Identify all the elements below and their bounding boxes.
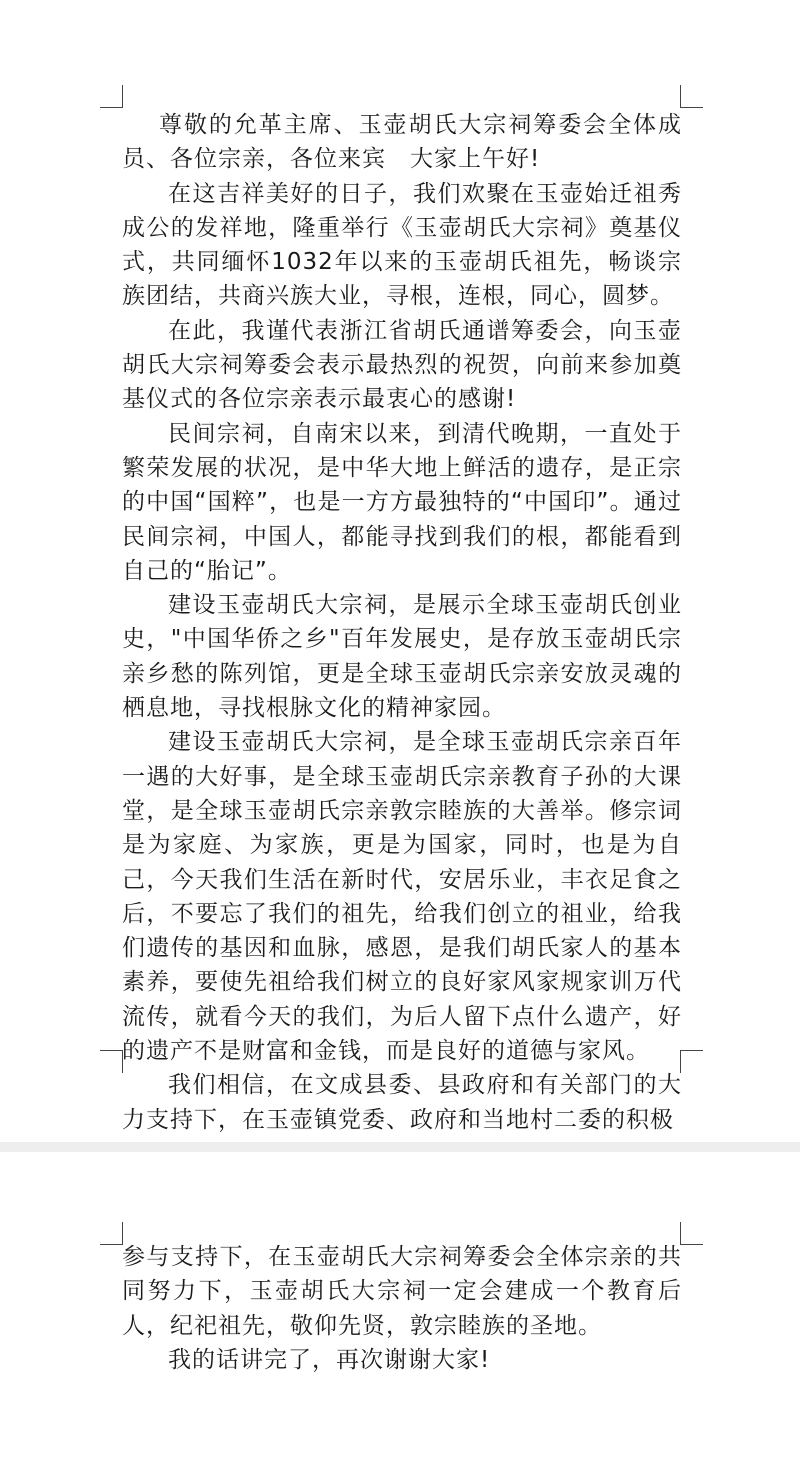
body-paragraph: 在此，我谨代表浙江省胡氏通谱筹委会，向玉壶胡氏大宗祠筹委会表示最热烈的祝贺，向前来参加奠基仪式的各位宗亲表示最衷心的感谢! [122, 317, 682, 413]
body-paragraph: 建设玉壶胡氏大宗祠，是展示全球玉壶胡氏创业史，"中国华侨之乡"百年发展史，是存放玉壶胡氏宗亲乡愁的陈列馆，更是全球玉壶胡氏宗亲安放灵魂的栖息地，寻找根脉文化的精神家园。 [122, 592, 682, 722]
salutation-paragraph: 尊敬的允革主席、玉壶胡氏大宗祠筹委会全体成员、各位宗亲，各位来宾 大家上午好! [122, 112, 682, 173]
crop-mark-bottom-left [100, 1050, 123, 1073]
body-paragraph-continued: 我们相信，在文成县委、县政府和有关部门的大力支持下，在玉壶镇党委、政府和当地村二委的积极 [122, 1072, 682, 1133]
body-paragraph: 建设玉壶胡氏大宗祠，是全球玉壶胡氏宗亲百年一遇的大好事，是全球玉壶胡氏宗亲教育子孙的大课堂，是全球玉壶胡氏宗亲敦宗睦族的大善举。修宗词是为家庭、为家族，更是为国家，同时，也是为自己，今天我们生活在新时代，安居乐业，丰衣足食之后，不要忘了我们的祖先，给我们创立的祖业，给我们遗传的基因和血脉，感恩，是我们胡氏家人的基本素养，要使先祖给我们树立的良好家风家规家训万代流传，就看今天的我们，为后人留下点什么遗产，好的遗产不是财富和金钱，而是良好的道德与家风。 [122, 729, 682, 1065]
page-1-body [122, 108, 682, 1137]
crop-mark-top-left [100, 1222, 123, 1245]
crop-mark-top-right [680, 1222, 703, 1245]
body-paragraph-continuation: 参与支持下，在玉壶胡氏大宗祠筹委会全体宗亲的共同努力下，玉壶胡氏大宗祠一定会建成一个教育后人，纪祀祖先，敬仰先贤，敦宗睦族的圣地。 [122, 1244, 682, 1339]
page-2-body [122, 1240, 682, 1377]
closing-paragraph: 我的话讲完了，再次谢谢大家! [168, 1346, 491, 1373]
body-paragraph: 民间宗祠，自南宋以来，到清代晚期，一直处于繁荣发展的状况，是中华大地上鲜活的遗存，是正宗的中国“国粹”，也是一方方最独特的“中国印”。通过民间宗祠，中国人，都能寻找到我们的根，都能看到自己的“胎记”。 [122, 420, 682, 584]
crop-mark-bottom-right [680, 1050, 703, 1073]
crop-mark-top-left [100, 85, 123, 108]
crop-mark-top-right [680, 85, 703, 108]
page-separator [0, 1142, 800, 1152]
body-paragraph: 在这吉祥美好的日子，我们欢聚在玉壶始迁祖秀成公的发祥地，隆重举行《玉壶胡氏大宗祠》奠基仪式，共同缅怀1032年以来的玉壶胡氏祖先，畅谈宗族团结，共商兴族大业，寻根，连根，同心，圆梦。 [122, 180, 682, 310]
